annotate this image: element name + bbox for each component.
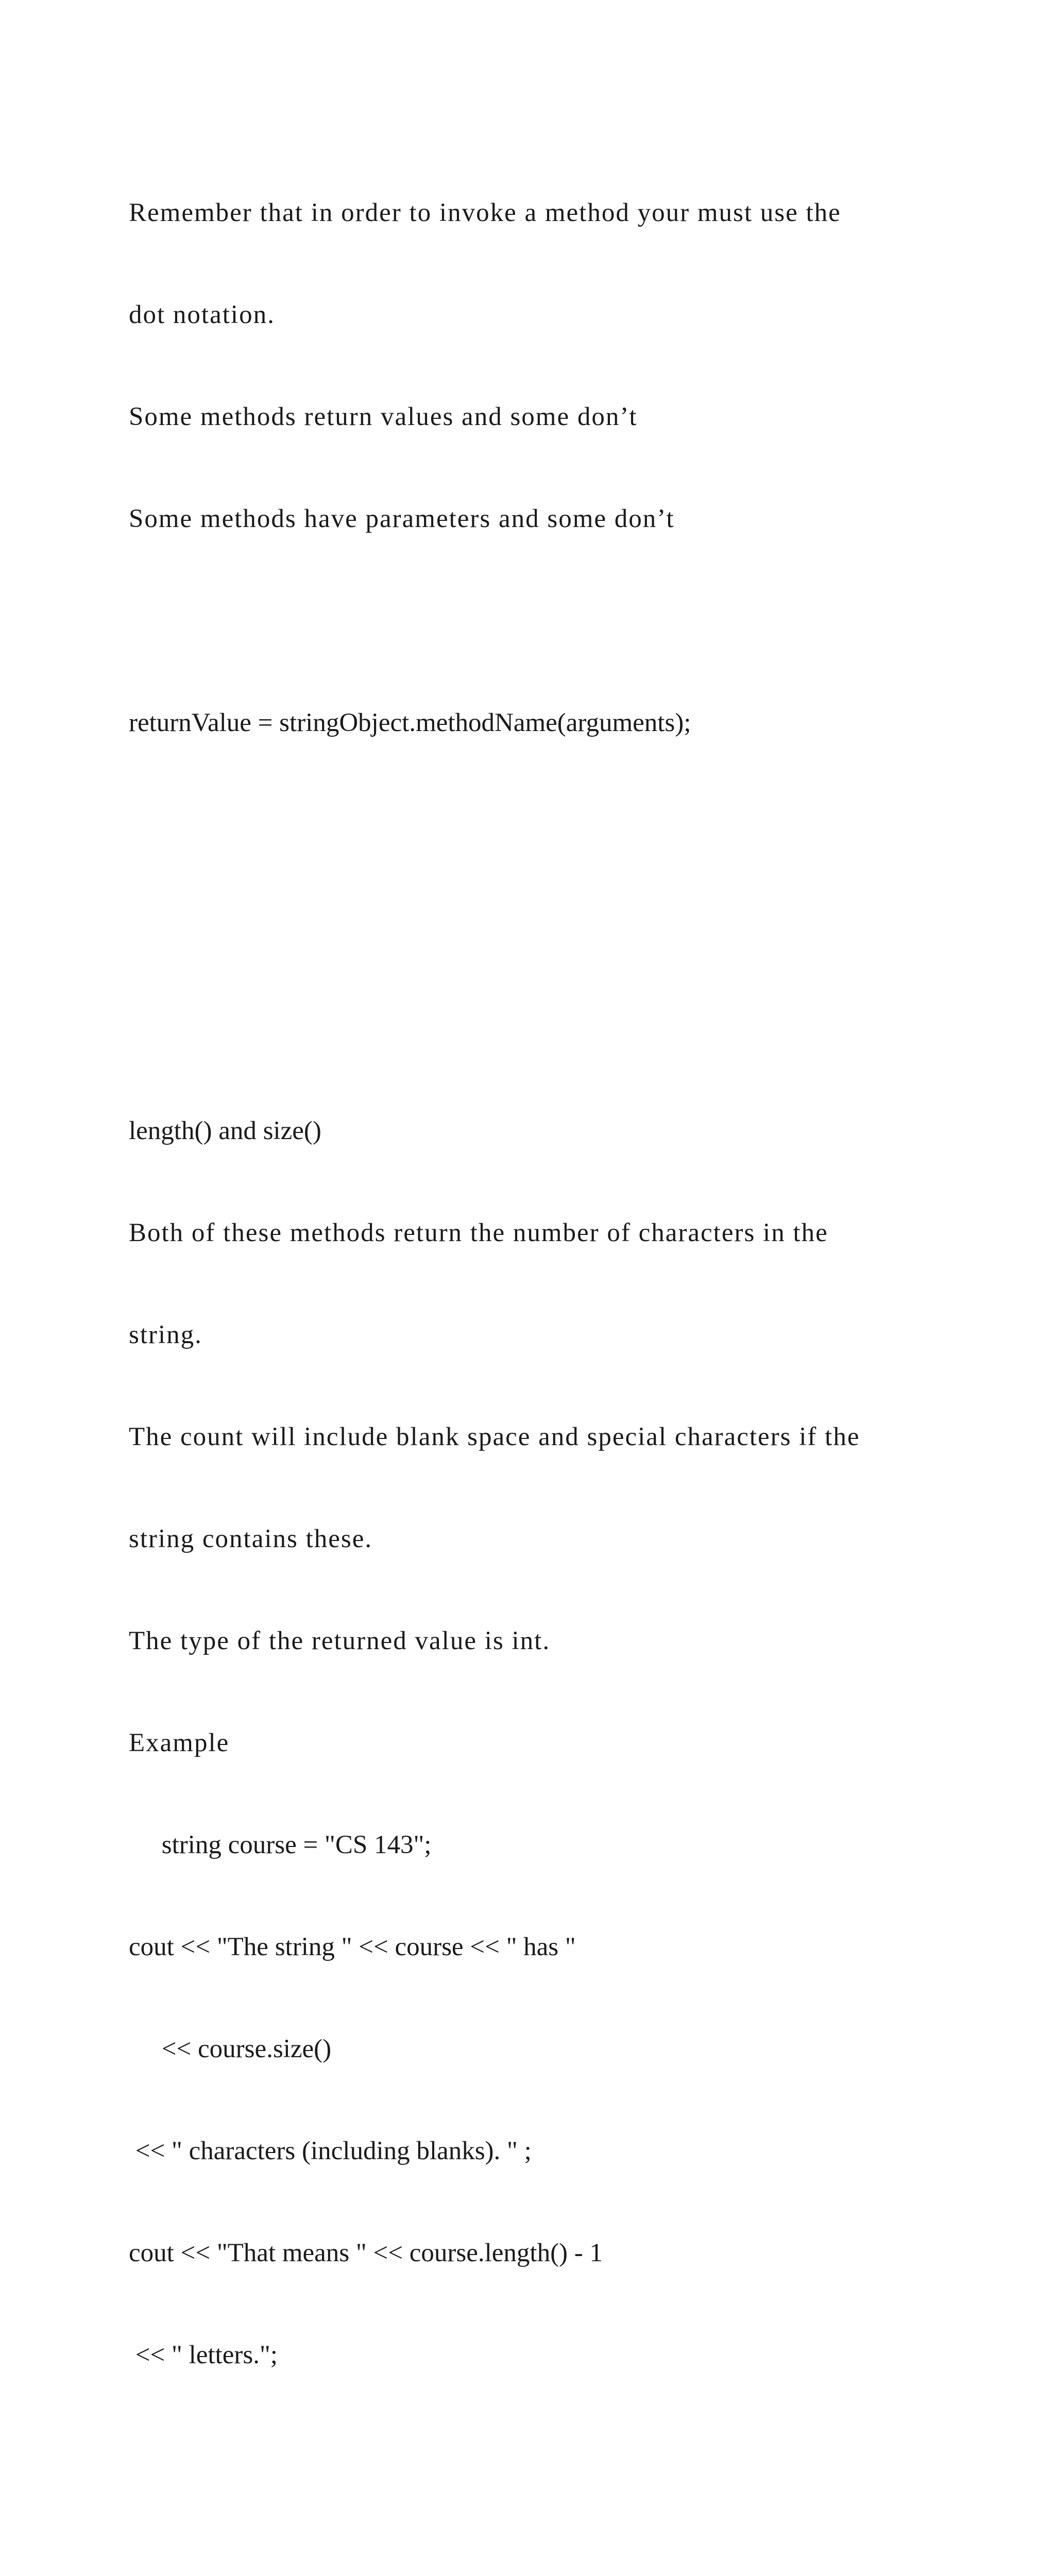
code-line: string course = "CS 143"; (129, 1831, 432, 1859)
code-line: << course.size() (129, 2035, 332, 2063)
blank-line (129, 1012, 979, 1046)
code-line: cout << "That means " << course.length() - 1 (129, 2239, 603, 2267)
document-body (129, 128, 979, 2576)
blank-line (129, 2440, 979, 2474)
text-line: Some methods have parameters and some don’t (129, 504, 675, 533)
text-line: string contains these. (129, 1524, 373, 1553)
text-line: string. (129, 1320, 202, 1349)
blank-line (129, 604, 979, 638)
text-line: The count will include blank space and special characters if the (129, 1422, 860, 1451)
text-line: Some methods return values and some don’t (129, 402, 638, 431)
text-line: dot notation. (129, 300, 275, 329)
code-line: << " letters."; (129, 2341, 278, 2369)
text-line: The type of the returned value is int. (129, 1626, 551, 1655)
blank-line (129, 2542, 979, 2576)
code-line: << " characters (including blanks). " ; (129, 2137, 532, 2165)
text-line: Remember that in order to invoke a method your must use the (129, 198, 841, 227)
text-line: Example (129, 1728, 230, 1757)
blank-line (129, 808, 979, 842)
blank-line (129, 910, 979, 944)
text-line: returnValue = stringObject.methodName(arguments); (129, 708, 691, 737)
code-line: cout << "The string " << course << " has " (129, 1933, 576, 1961)
text-line: Both of these methods return the number of characters in the (129, 1218, 828, 1247)
section-heading-length-size: length() and size() (129, 1116, 321, 1145)
